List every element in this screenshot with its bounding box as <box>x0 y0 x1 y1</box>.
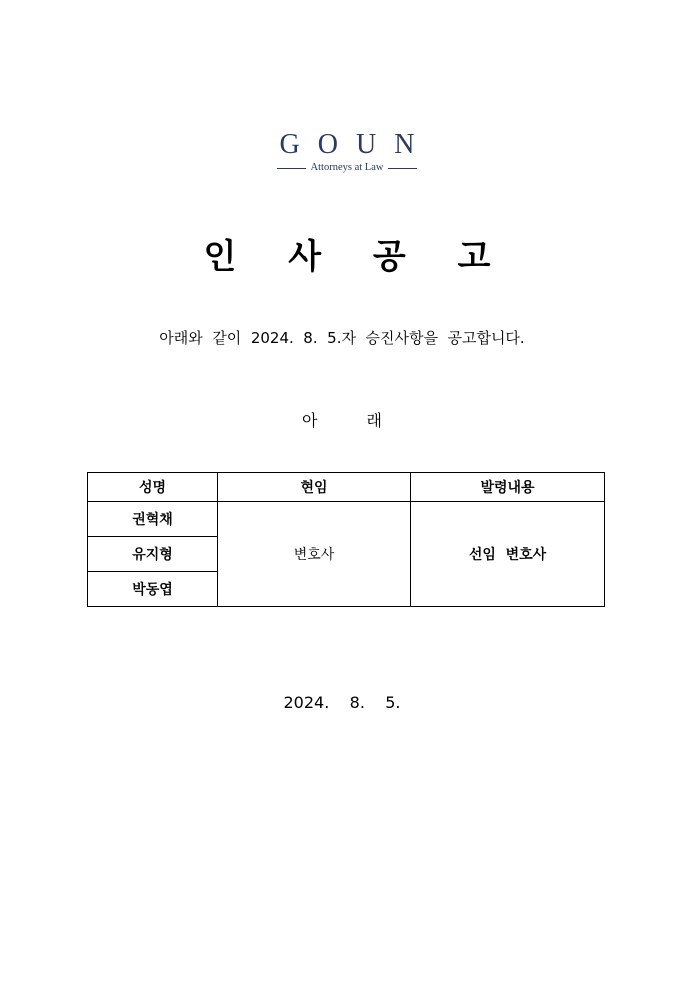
page-title <box>0 232 694 282</box>
logo-tagline-row <box>0 162 694 174</box>
notice-text: 아래와 같이 2024. 8. 5.자 승진사항을 공고합니다. <box>159 329 525 347</box>
below-char: 래 <box>366 411 383 430</box>
name-cell: 박동엽 <box>88 572 218 607</box>
column-header-current: 현임 <box>218 473 411 502</box>
firm-logo <box>0 128 694 174</box>
below-heading <box>0 410 684 432</box>
announcement-date: 2024. 8. 5. <box>283 693 401 712</box>
table-row <box>88 502 605 537</box>
logo-wordmark: GOUN <box>279 129 433 160</box>
appointment-cell: 선임 변호사 <box>411 502 605 607</box>
table-header-row <box>88 473 605 502</box>
title-char: 공 <box>372 237 406 277</box>
current-position-cell: 변호사 <box>218 502 411 607</box>
logo-tagline: Attorneys at Law <box>310 162 384 173</box>
name-cell: 권혁채 <box>88 502 218 537</box>
promotion-table <box>87 472 605 607</box>
title-char: 사 <box>288 237 322 277</box>
column-header-appointment: 발령내용 <box>411 473 605 502</box>
name-cell: 유지형 <box>88 537 218 572</box>
logo-rule-right <box>388 168 417 169</box>
column-header-name: 성명 <box>88 473 218 502</box>
title-char: 인 <box>203 237 237 277</box>
below-char: 아 <box>301 411 318 430</box>
logo-rule-left <box>277 168 306 169</box>
title-char: 고 <box>457 237 491 277</box>
